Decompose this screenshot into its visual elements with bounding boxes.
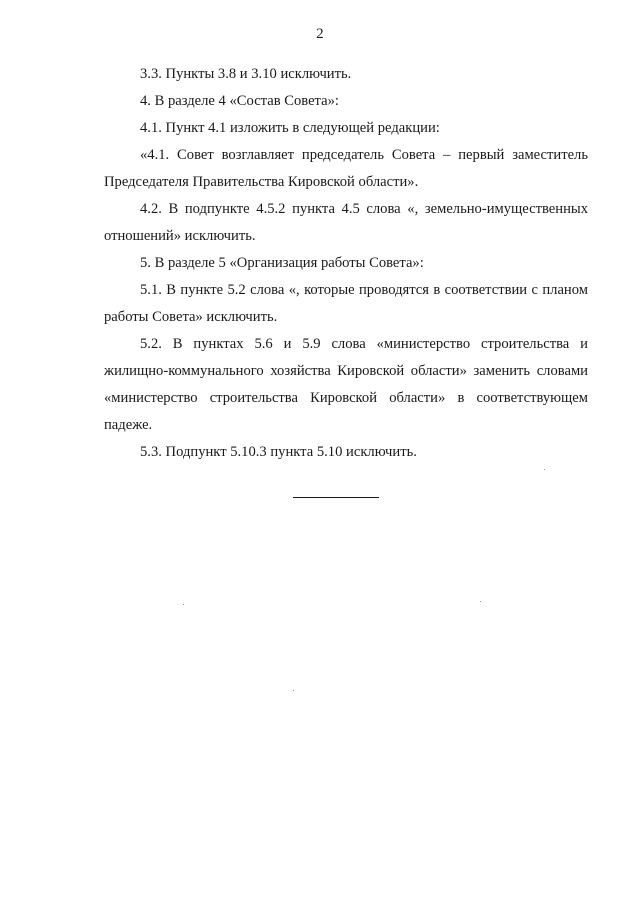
paragraph-4: 4. В разделе 4 «Состав Совета»: [140,93,339,109]
paragraph-4-1: 4.1. Пункт 4.1 изложить в следующей редакции: [140,120,440,136]
paragraph-4-1-quote: «4.1. Совет возглавляет председатель Совета – первый заместитель Председателя Правительства Кировской области». [104,147,588,190]
scan-speck [480,601,481,602]
paragraph-5-3: 5.3. Подпункт 5.10.3 пункта 5.10 исключить. [140,444,417,460]
paragraph-5-1: 5.1. В пункте 5.2 слова «, которые проводятся в соответствии с планом работы Совета» исключить. [104,282,588,325]
scan-speck [183,604,184,605]
paragraph-5-2: 5.2. В пунктах 5.6 и 5.9 слова «министерство строительства и жилищно-коммунального хозяйства Кировской области» заменить словами «министерство строительства Кировской области» в соответствующем падеже. [104,336,588,433]
scan-speck [293,690,294,691]
scan-speck [544,469,545,470]
document-body [104,61,588,466]
paragraph-5: 5. В разделе 5 «Организация работы Совета»: [140,255,424,271]
paragraph-4-2: 4.2. В подпункте 4.5.2 пункта 4.5 слова «, земельно-имущественных отношений» исключить. [104,201,588,244]
paragraph-3-3: 3.3. Пункты 3.8 и 3.10 исключить. [140,66,352,82]
page-number: 2 [316,26,324,42]
end-separator-line [293,497,379,498]
